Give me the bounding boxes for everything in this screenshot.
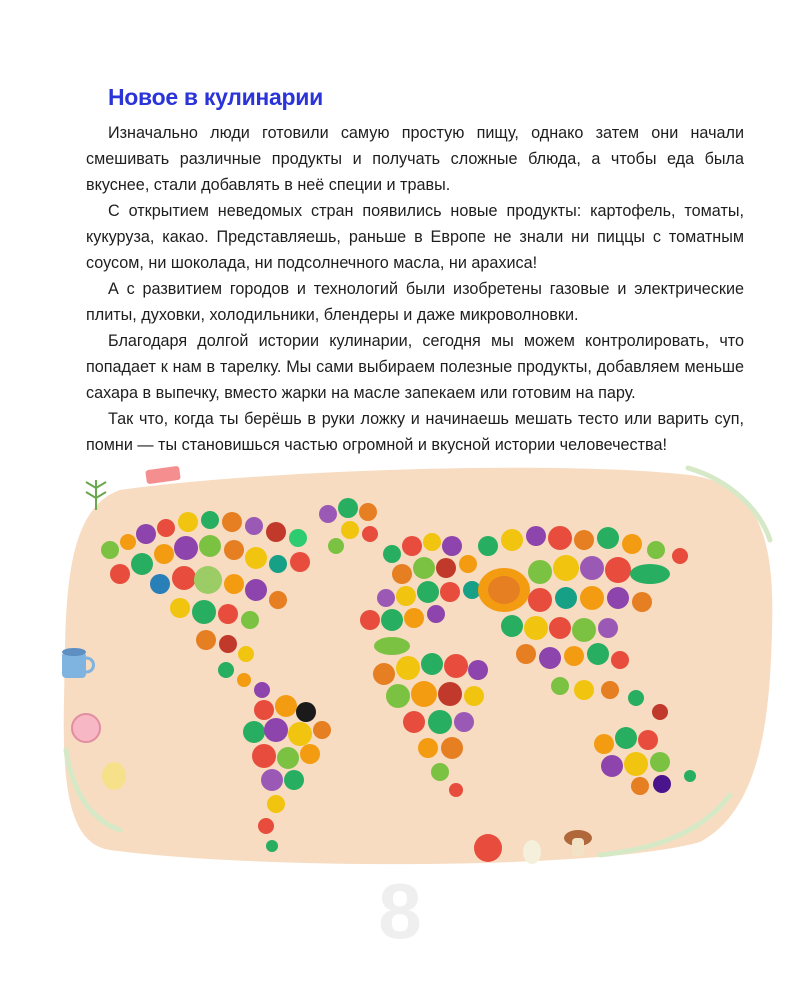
lemon-slice (102, 762, 126, 790)
page-heading: Новое в кулинарии (108, 84, 323, 110)
paragraph: С открытием неведомых стран появились новые продукты: картофель, томаты, кукуруза, какао. Представляешь, раньше в Европе не знали ни пиццы с томатным соусом, ни шоколада, ни подсолнечного масла, ни арахиса! (86, 202, 744, 272)
paragraph: Так что, когда ты берёшь в руки ложку и начинаешь мешать тесто или варить суп, помни — ты становишься частью огромной и вкусной истории человечества! (86, 410, 744, 454)
paragraph: Изначально люди готовили самую простую пищу, однако затем они начали смешивать различные продукты и получать сложные блюда, а чтобы еда была вкуснее, стали добавлять в неё специи и травы. (86, 124, 744, 194)
paragraph: Благодаря долгой истории кулинарии, сегодня мы можем контролировать, что попадает к нам в тарелку. Мы сами выбираем полезные продукты, добавляем меньше сахара в выпечку, вместо жарки на масле запекаем или готовим на пару. (86, 332, 744, 402)
body-text (86, 120, 744, 458)
food-world-map-illustration (0, 450, 800, 890)
tomato-slice (474, 834, 502, 862)
garlic-clove (523, 840, 541, 864)
eraser-sticker (145, 466, 181, 485)
sausage-slice (72, 714, 100, 742)
paragraph: А с развитием городов и технологий были изобретены газовые и электрические плиты, духовки, холодильники, блендеры и даже микроволновки. (86, 280, 744, 324)
page-number: 8 (378, 867, 422, 955)
